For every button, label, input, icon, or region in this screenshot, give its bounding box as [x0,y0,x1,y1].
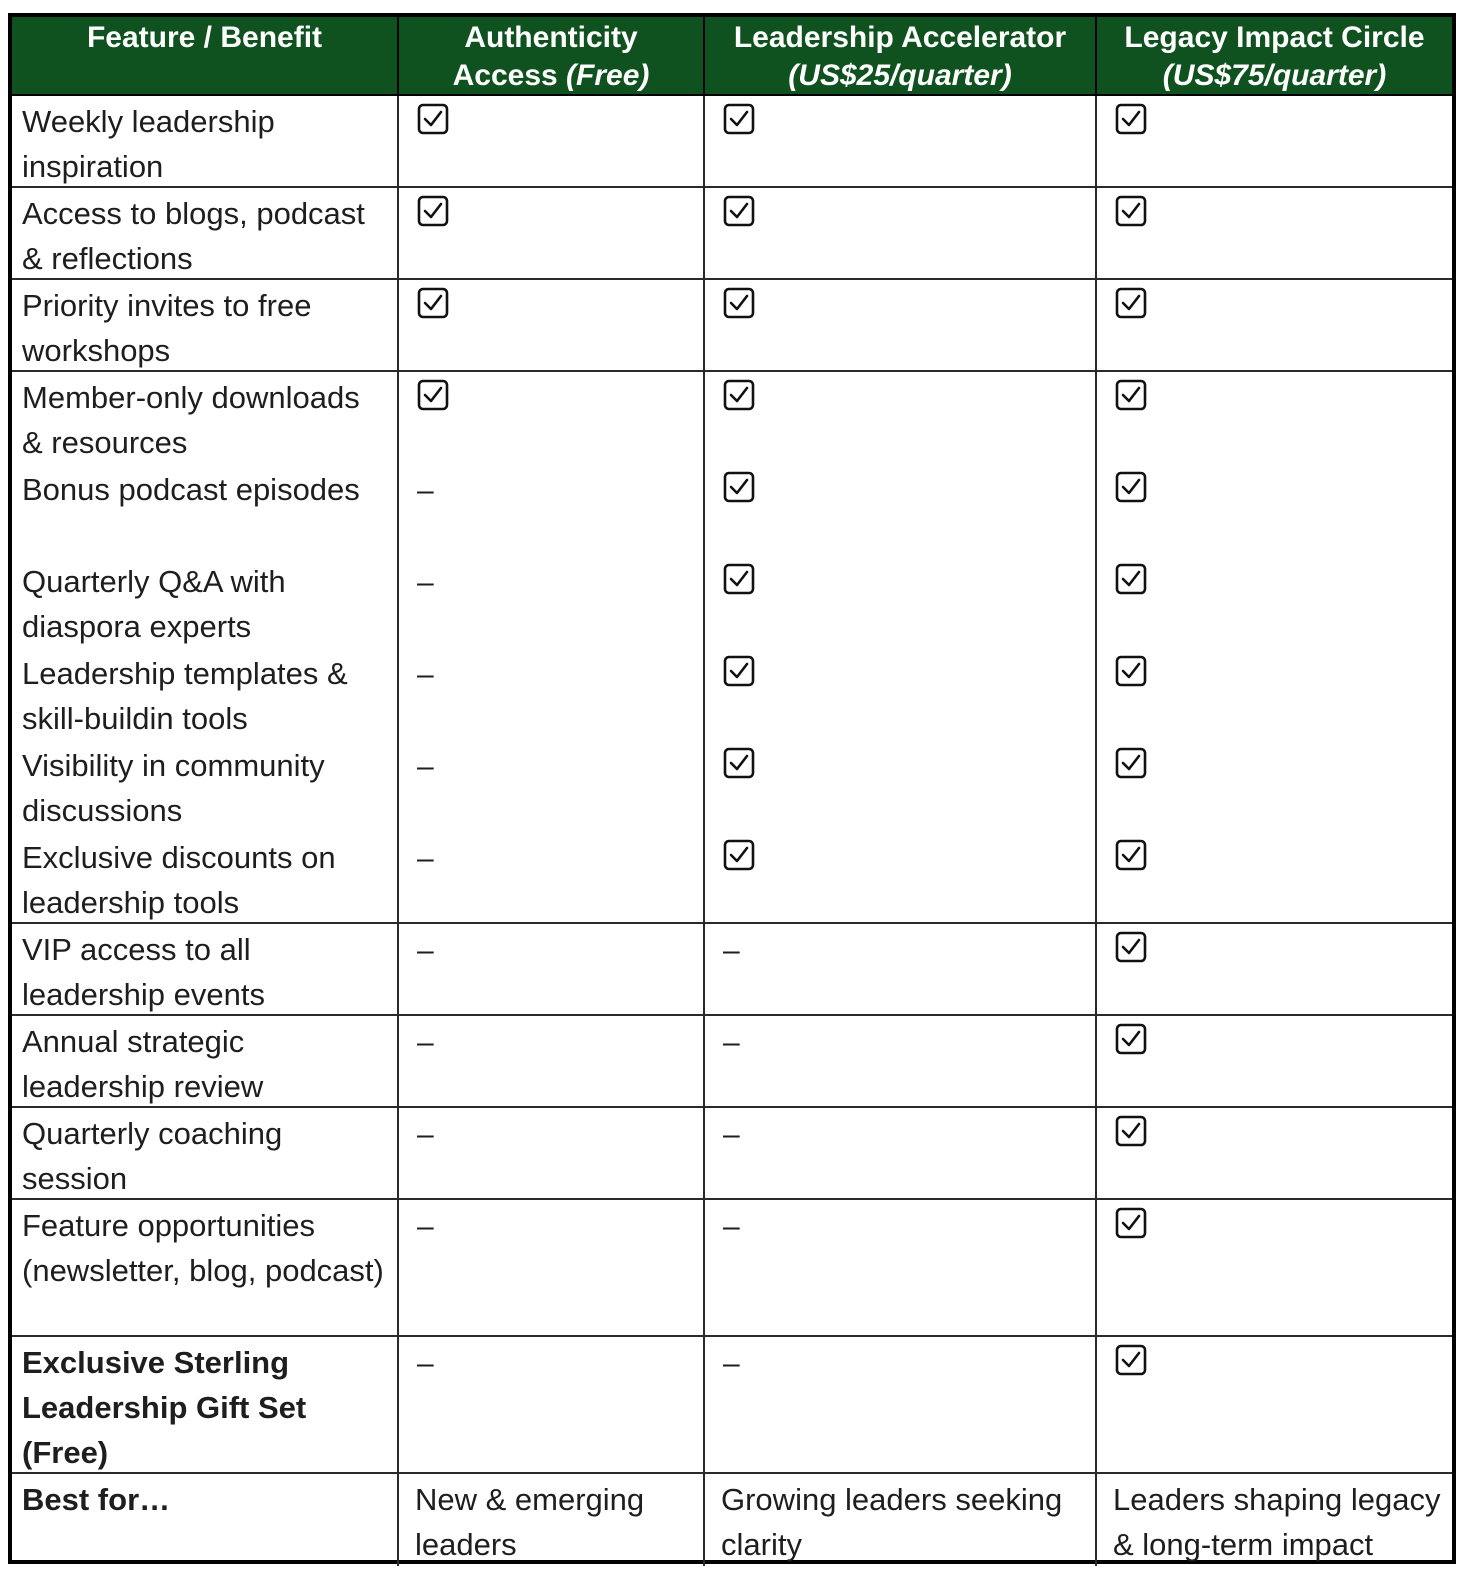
checkbox-checked-icon [723,563,755,595]
header-tier1-price: (Free) [566,59,650,92]
checkbox-checked-icon [723,471,755,503]
tier-2-cell [705,372,1097,464]
feature-cell: VIP access to all leadership events [12,924,399,1016]
header-feature-label: Feature / Benefit [86,21,323,54]
tier-1-cell [399,924,705,1016]
tier-1-cell [399,1337,705,1474]
tier-2-cell [705,464,1097,556]
tier-3-cell [1097,556,1452,648]
tier-3-cell [1097,648,1452,740]
checkbox-checked-icon [1115,1207,1147,1239]
tier-2-cell [705,832,1097,924]
tier-1-cell [399,188,705,280]
checkbox-checked-icon [723,839,755,871]
not-included-dash: – [723,1026,740,1059]
tier-1-cell [399,740,705,832]
tier-1-cell [399,648,705,740]
checkbox-checked-icon [1115,839,1147,871]
header-feature [12,17,399,96]
feature-cell: Priority invites to free workshops [12,280,399,372]
not-included-dash: – [417,474,434,507]
feature-cell: Bonus podcast episodes [12,464,399,556]
checkbox-checked-icon [1115,931,1147,963]
feature-cell: Leadership templates & skill-buildin tools [12,648,399,740]
not-included-dash: – [417,750,434,783]
feature-cell: Annual strategic leadership review [12,1016,399,1108]
checkbox-checked-icon [723,287,755,319]
checkbox-checked-icon [417,195,449,227]
checkbox-checked-icon [1115,747,1147,779]
tier-3-cell [1097,924,1452,1016]
feature-cell: Visibility in community discussions [12,740,399,832]
checkbox-checked-icon [1115,103,1147,135]
not-included-dash: – [417,1347,434,1380]
tier-3-cell [1097,96,1452,188]
checkbox-checked-icon [1115,1344,1147,1376]
tier-2-cell [705,1337,1097,1474]
checkbox-checked-icon [723,103,755,135]
best-for-tier-1: New & emerging leaders [399,1474,705,1566]
not-included-dash: – [723,1347,740,1380]
checkbox-checked-icon [723,379,755,411]
checkbox-checked-icon [1115,471,1147,503]
tier-1-cell [399,280,705,372]
tier-2-cell [705,1200,1097,1337]
not-included-dash: – [417,934,434,967]
tier-1-cell [399,464,705,556]
not-included-dash: – [417,1210,434,1243]
tier-2-cell [705,96,1097,188]
best-for-tier-3: Leaders shaping legacy & long-term impact [1113,1482,1441,1562]
tier-1-cell [399,96,705,188]
not-included-dash: – [723,1118,740,1151]
feature-cell: Exclusive discounts on leadership tools [12,832,399,924]
feature-cell: Access to blogs, podcast & reflections [12,188,399,280]
tier-3-cell [1097,280,1452,372]
header-authenticity-access [399,17,705,96]
checkbox-checked-icon [1115,563,1147,595]
membership-comparison-table [8,13,1456,1564]
tier-1-cell [399,832,705,924]
tier-2-cell [705,1016,1097,1108]
tier-2-cell [705,1108,1097,1200]
header-leadership-accelerator [705,17,1097,96]
tier-3-cell [1097,1200,1452,1337]
feature-cell: Quarterly Q&A with diaspora experts [12,556,399,648]
tier-2-cell [705,556,1097,648]
checkbox-checked-icon [723,747,755,779]
tier-1-cell [399,1108,705,1200]
header-tier3-name: Legacy Impact Circle [1124,21,1425,54]
checkbox-checked-icon [723,195,755,227]
tier-3-cell [1097,832,1452,924]
tier-3-cell [1097,740,1452,832]
header-tier2-price: (US$25/quarter) [788,59,1012,92]
tier-3-cell [1097,188,1452,280]
tier-2-cell [705,648,1097,740]
feature-cell: Quarterly coaching session [12,1108,399,1200]
tier-2-cell [705,188,1097,280]
tier-3-cell [1097,1108,1452,1200]
not-included-dash: – [417,658,434,691]
checkbox-checked-icon [1115,1023,1147,1055]
checkbox-checked-icon [1115,287,1147,319]
feature-cell: Exclusive Sterling Leadership Gift Set (Free) [12,1337,399,1474]
best-for-label: Best for… [12,1474,399,1566]
best-for-tier-2: Growing leaders seeking clarity [705,1474,1097,1566]
tier-3-cell [1097,464,1452,556]
not-included-dash: – [723,934,740,967]
checkbox-checked-icon [1115,379,1147,411]
not-included-dash: – [417,566,434,599]
checkbox-checked-icon [1115,195,1147,227]
checkbox-checked-icon [723,655,755,687]
not-included-dash: – [723,1210,740,1243]
tier-2-cell [705,280,1097,372]
not-included-dash: – [417,1118,434,1151]
tier-1-cell [399,1200,705,1337]
tier-1-cell [399,372,705,464]
header-legacy-impact-circle [1097,17,1452,96]
tier-2-cell [705,740,1097,832]
tier-3-cell [1097,1337,1452,1474]
header-tier1-name-cont: Access [452,59,567,92]
not-included-dash: – [417,1026,434,1059]
header-tier3-price: (US$75/quarter) [1162,59,1387,92]
checkbox-checked-icon [417,103,449,135]
feature-cell: Weekly leadership inspiration [12,96,399,188]
tier-1-cell [399,1016,705,1108]
feature-cell: Member-only downloads & resources [12,372,399,464]
feature-cell: Feature opportunities (newsletter, blog, podcast) [12,1200,399,1337]
checkbox-checked-icon [417,287,449,319]
header-tier2-name: Leadership Accelerator [733,21,1067,54]
tier-1-cell [399,556,705,648]
checkbox-checked-icon [1115,1115,1147,1147]
checkbox-checked-icon [1115,655,1147,687]
not-included-dash: – [417,842,434,875]
tier-2-cell [705,924,1097,1016]
tier-3-cell [1097,1016,1452,1108]
checkbox-checked-icon [417,379,449,411]
header-tier1-name: Authenticity [464,21,638,54]
tier-3-cell [1097,372,1452,464]
